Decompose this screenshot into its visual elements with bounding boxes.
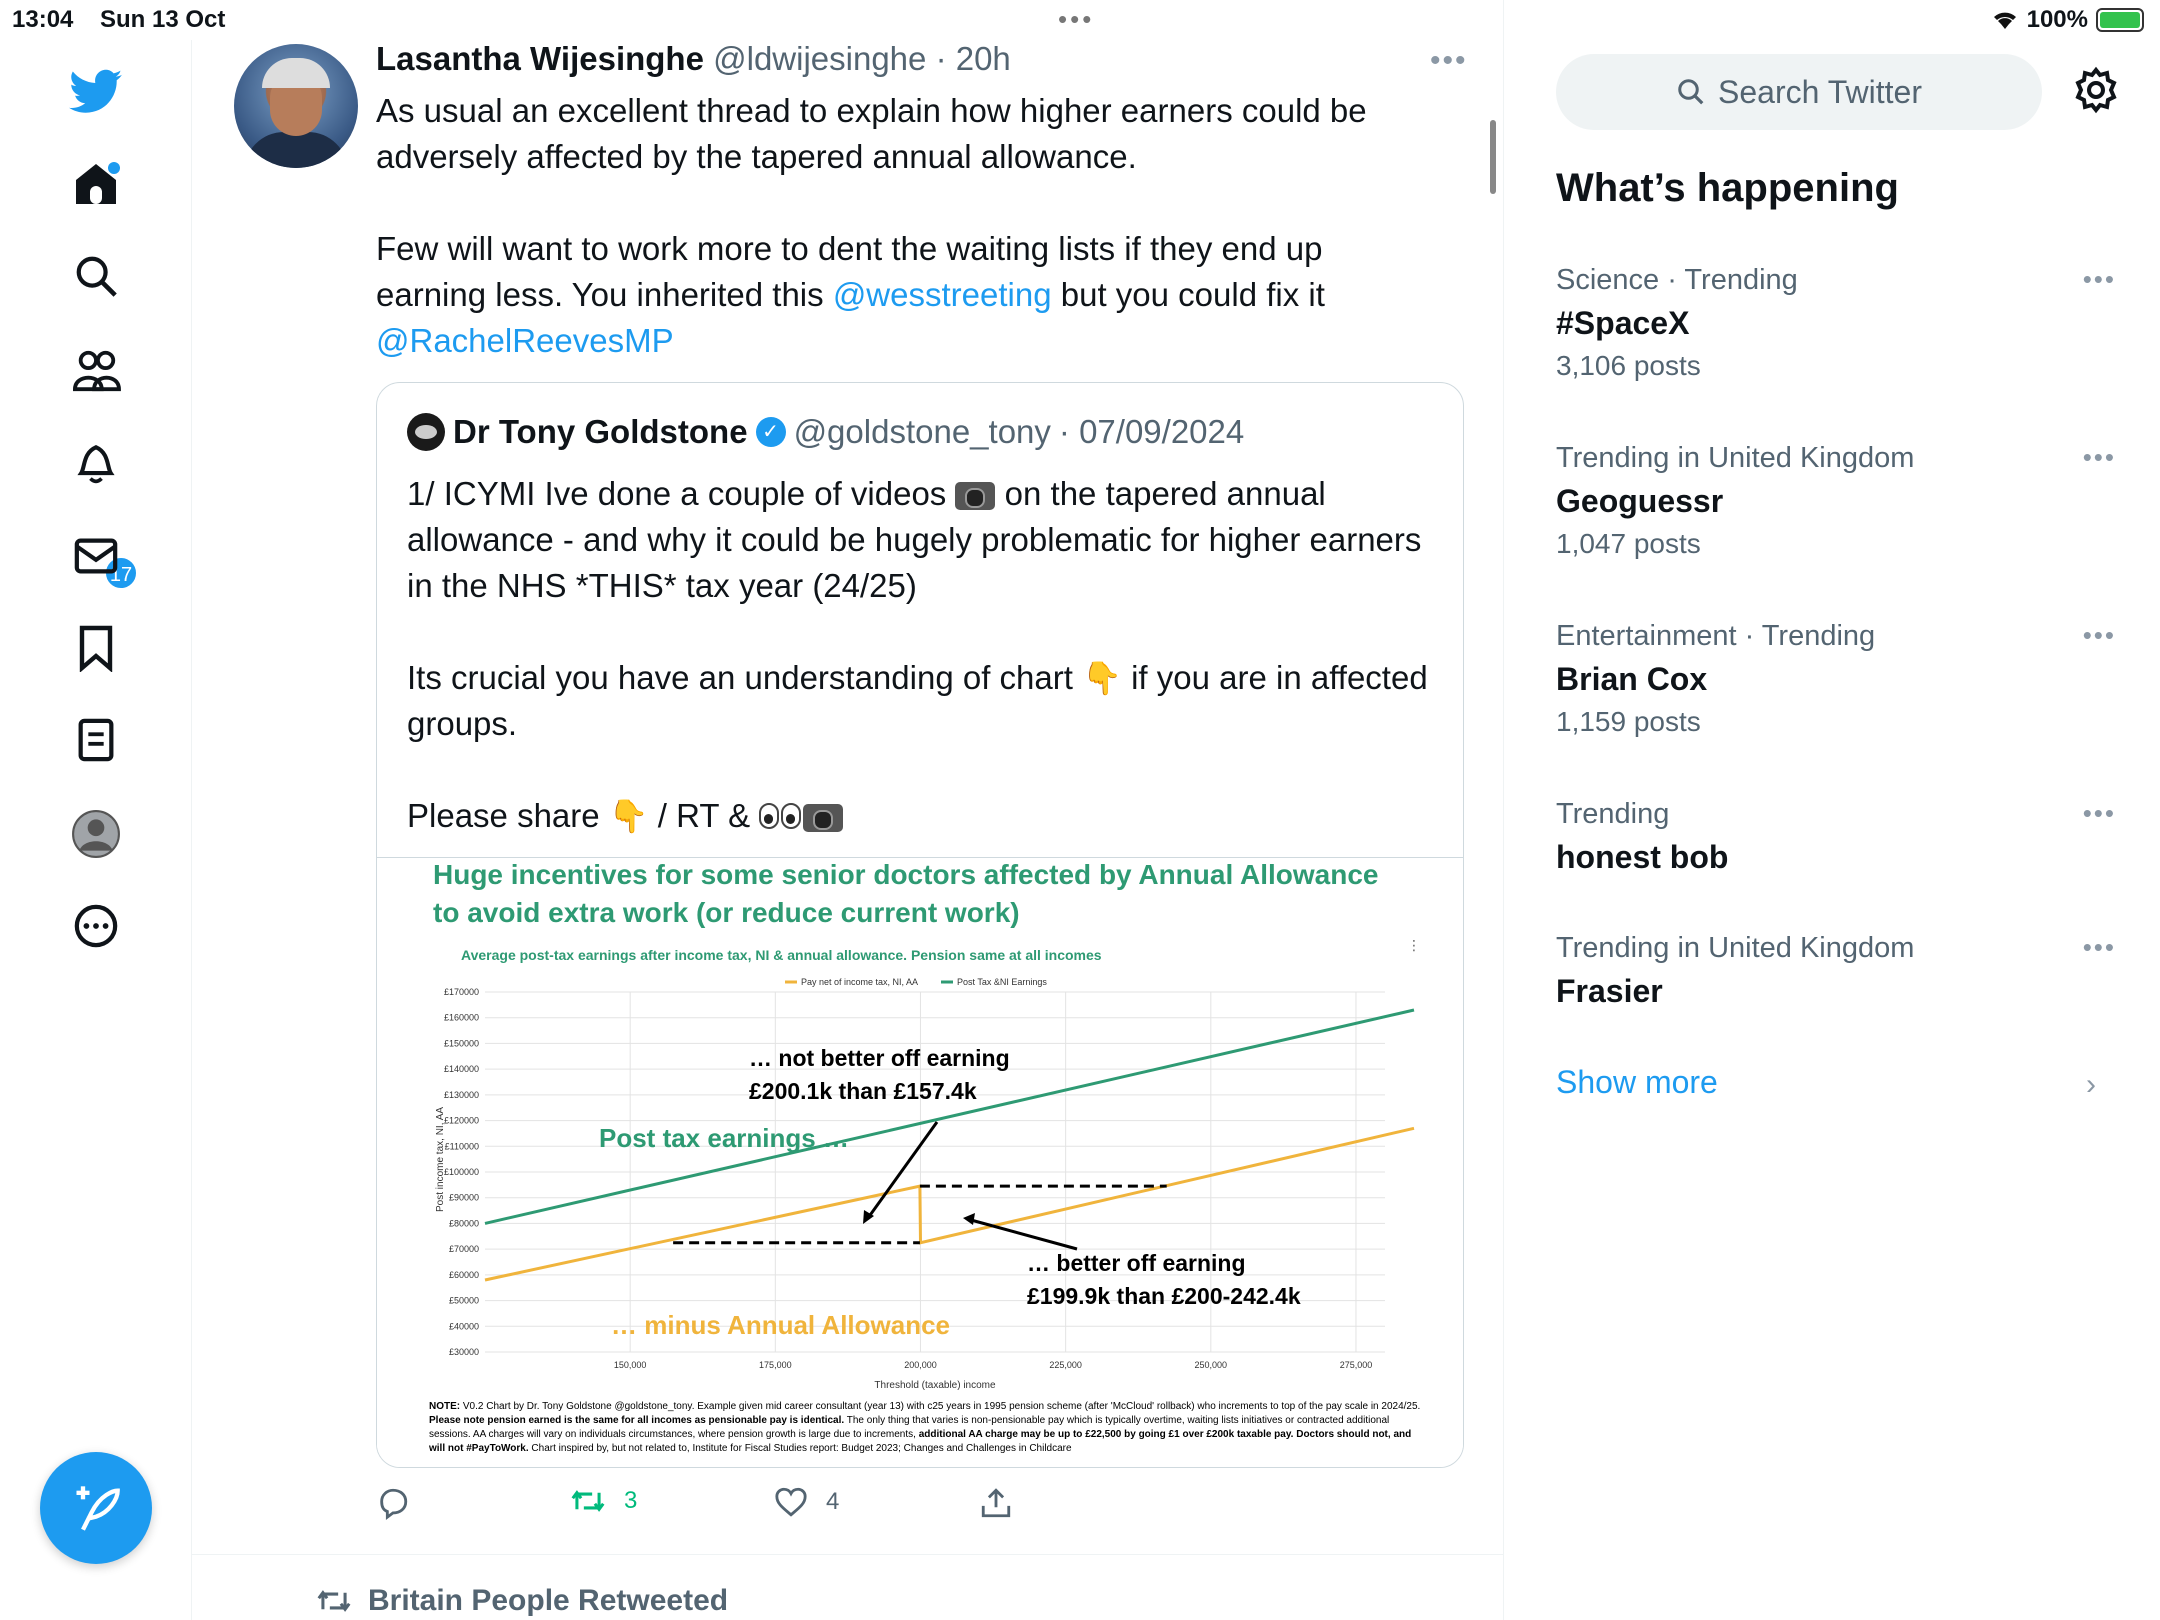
chart-title-line-2: to avoid extra work (or reduce current work) [433, 897, 1020, 928]
y-axis-label: Post income tax, NI, AA [435, 1106, 446, 1212]
main-timeline [192, 0, 1504, 1620]
multitask-dots-icon[interactable]: ••• [1058, 4, 1095, 34]
chevron-right-icon: › [2086, 1068, 2096, 1101]
scrollbar[interactable] [1490, 120, 1496, 194]
share-icon [980, 1486, 1012, 1520]
video-camera-emoji-icon [803, 804, 843, 832]
bookmarks-icon[interactable] [66, 618, 126, 678]
y-tick-label: £170000 [443, 987, 479, 997]
heart-icon [774, 1486, 808, 1518]
y-tick-label: £80000 [448, 1218, 479, 1229]
annotation-arrow-top [868, 1122, 937, 1218]
x-axis-ticks [614, 1360, 1372, 1370]
lists-icon[interactable] [66, 710, 126, 770]
trend-topic: #SpaceX [1556, 305, 1690, 341]
annotation-post-tax: Post tax earnings … [599, 1123, 849, 1153]
quote-header [407, 413, 1244, 451]
author-name[interactable]: Lasantha Wijesinghe [376, 40, 704, 77]
video-camera-emoji-icon [955, 482, 995, 510]
retweet-button[interactable] [570, 1486, 637, 1516]
y-tick-label: £110000 [444, 1141, 479, 1152]
like-count: 4 [826, 1488, 840, 1515]
like-button[interactable] [774, 1486, 839, 1518]
show-more-link[interactable]: Show more [1556, 1064, 1718, 1100]
reply-button[interactable] [376, 1486, 410, 1520]
communities-icon[interactable] [66, 340, 126, 400]
legend-label: Post Tax &NI Earnings [957, 977, 1047, 987]
share-button[interactable] [980, 1486, 1012, 1520]
trend-category: Science · Trending [1556, 264, 1798, 296]
mention-rachelreeves[interactable]: @RachelReevesMP [376, 322, 674, 359]
y-tick-label: £50000 [448, 1295, 479, 1306]
trend-more-icon[interactable]: ••• [2082, 620, 2116, 650]
mention-wesstreeting[interactable]: @wesstreeting [832, 276, 1052, 313]
trend-item[interactable] [1556, 442, 2116, 560]
pointing-down-emoji-icon: 👇 [1082, 660, 1122, 696]
status-date: Sun 13 Oct [100, 6, 226, 33]
trend-more-icon[interactable]: ••• [2082, 932, 2116, 962]
trend-more-icon[interactable]: ••• [2082, 798, 2116, 828]
status-time: 13:04 [12, 6, 74, 33]
author-avatar[interactable] [234, 44, 358, 168]
x-tick-label: 225,000 [1049, 1360, 1082, 1370]
legend-label: Pay net of income tax, NI, AA [801, 977, 919, 987]
quote-author-avatar [407, 413, 445, 451]
search-icon [1676, 77, 1706, 107]
twitter-logo-icon[interactable] [66, 62, 126, 122]
trend-topic: Brian Cox [1556, 661, 1708, 697]
annotation-top-1: … not better off earning [749, 1045, 1010, 1071]
trend-topic: Frasier [1556, 973, 1663, 1009]
trend-posts: 1,047 posts [1556, 528, 1701, 559]
tweet-paragraph-2: Few will want to work more to dent the waiting lists if they end up earning less. You inherited this @wesstreeting but you could fix it @RachelReevesMP [376, 230, 1325, 359]
search-nav-icon[interactable] [66, 246, 126, 306]
trend-topic: honest bob [1556, 839, 1729, 875]
retweeted-by [316, 1584, 728, 1618]
y-tick-label: £30000 [448, 1347, 479, 1357]
x-tick-label: 175,000 [759, 1360, 792, 1370]
search-placeholder: Search Twitter [1718, 73, 1922, 110]
x-tick-label: 150,000 [613, 1360, 647, 1370]
x-axis-label: Threshold (taxable) income [874, 1380, 996, 1391]
notifications-badge: 17 [104, 556, 138, 590]
annotation-bottom-1: … better off earning [1027, 1250, 1246, 1276]
trend-category: Trending [1556, 798, 1670, 830]
trend-more-icon[interactable]: ••• [2082, 442, 2116, 472]
y-tick-label: £100000 [443, 1167, 479, 1177]
y-tick-label: £70000 [448, 1244, 479, 1255]
trend-more-icon[interactable]: ••• [2082, 264, 2116, 294]
quote-paragraph-1: 1/ ICYMI Ive done a couple of videos on the tapered annual allowance - and why it could be hugely problematic for higher earners in the NHS *THIS* tax year (24/25) [407, 475, 1422, 604]
chart-svg [377, 858, 1464, 1468]
annotation-bottom-2: £199.9k than £200-242.4k [1027, 1283, 1301, 1309]
x-tick-label: 200,000 [904, 1360, 937, 1370]
quote-author-name: Dr Tony Goldstone [453, 413, 748, 450]
home-icon[interactable] [66, 154, 126, 214]
trend-item[interactable] [1556, 620, 2116, 738]
tweet-divider [192, 1554, 1504, 1555]
chart-title-line-1: Huge incentives for some senior doctors affected by Annual Allowance [433, 859, 1379, 890]
profile-avatar-icon[interactable] [66, 804, 126, 864]
tweet-actions [376, 1486, 1376, 1526]
more-options-icon[interactable] [66, 896, 126, 956]
x-tick-label: 250,000 [1194, 1360, 1228, 1370]
trend-category: Trending in United Kingdom [1556, 932, 1915, 964]
chart-subtitle: Average post-tax earnings after income tax, NI & annual allowance. Pension same at all incomes [461, 947, 1102, 963]
author-handle[interactable]: @ldwijesinghe [713, 40, 927, 77]
quote-paragraph-3: Please share 👇 / RT & [407, 793, 1437, 841]
chart-legend [785, 977, 1047, 987]
compose-tweet-button[interactable] [40, 1452, 152, 1564]
notifications-bell-icon[interactable] [66, 432, 126, 492]
battery-percent: 100% [2026, 6, 2088, 33]
reply-icon [376, 1486, 410, 1520]
y-tick-label: £140000 [443, 1064, 479, 1075]
left-nav [0, 40, 192, 1620]
tweet-paragraph-1: As usual an excellent thread to explain how higher earners could be adversely affected by the tapered annual allowance. [376, 92, 1367, 175]
x-tick-label: 275,000 [1339, 1360, 1373, 1370]
chart-menu-icon: ⋮ [1407, 937, 1421, 953]
chart-image[interactable] [377, 857, 1464, 1468]
trend-posts: 3,106 posts [1556, 350, 1701, 381]
retweet-small-icon [316, 1587, 352, 1615]
verified-badge-icon: ✓ [756, 417, 786, 447]
retweeted-by-text[interactable]: Britain People Retweeted [368, 1584, 729, 1617]
y-tick-label: £130000 [443, 1089, 479, 1100]
y-tick-label: £60000 [448, 1269, 479, 1280]
tweet-text [376, 88, 1406, 410]
quoted-tweet[interactable] [376, 382, 1464, 1468]
quote-paragraph-2: Its crucial you have an understanding of chart 👇 if you are in affected groups. [407, 655, 1437, 747]
trend-category: Entertainment · Trending [1556, 620, 1876, 652]
trend-category: Trending in United Kingdom [1556, 442, 1915, 474]
quote-text [407, 471, 1437, 887]
series-line-post-tax [485, 1010, 1414, 1223]
annotation-arrow-bottom [971, 1220, 1077, 1249]
search-input[interactable] [1556, 54, 2042, 130]
trend-item[interactable] [1556, 932, 2116, 1010]
chart-note: NOTE: V0.2 Chart by Dr. Tony Goldstone @goldstone_tony. Example given mid career consultant (year 13) with c25 years in 1995 pension scheme (after 'McCloud' rollback) who increments to top of the pay scale in 2024/25. Please note pension earned is the same for all incomes as pensionable pay is identical. The only thing that varies is non-pensionable pay which is typically overtime, waiting lists initiatives or contracted additional sessions. AA charges will vary on individuals circumstances, where pension growth is large due to increments, additional AA charge may be up to £22,500 by going £1 over £200k taxable pay. Doctors should not, and will not #PayToWork. Chart inspired by, but not related to, Institute for Fiscal Studies report: Budget 2023; Changes and Challenges in Childcare [429, 1401, 1421, 1454]
messages-icon[interactable] [66, 526, 126, 586]
y-tick-label: £90000 [448, 1192, 479, 1203]
trend-item[interactable] [1556, 264, 2116, 382]
trend-topic: Geoguessr [1556, 483, 1724, 519]
right-sidebar [1504, 0, 2160, 1620]
y-tick-label: £120000 [443, 1115, 479, 1126]
y-tick-label: £150000 [443, 1038, 479, 1049]
quote-author-handle: @goldstone_tony [793, 413, 1051, 450]
tweet-time[interactable]: · 20h [935, 40, 1011, 77]
retweet-count: 3 [624, 1487, 638, 1514]
whats-happening-heading: What’s happening [1556, 166, 1899, 210]
eyes-emoji-icon [759, 795, 803, 841]
annotation-top-2: £200.1k than £157.4k [749, 1078, 977, 1104]
settings-gear-icon[interactable] [2072, 66, 2120, 114]
retweet-icon [570, 1486, 606, 1516]
y-tick-label: £160000 [443, 1012, 479, 1023]
annotation-minus-aa: … minus Annual Allowance [611, 1310, 951, 1340]
quote-date: · 07/09/2024 [1058, 413, 1245, 450]
tweet-header [376, 40, 1011, 78]
compose-feather-icon [70, 1482, 122, 1534]
trend-posts: 1,159 posts [1556, 706, 1701, 737]
trend-item[interactable] [1556, 798, 2116, 876]
tweet-more-icon[interactable]: ••• [1430, 44, 1468, 77]
pointing-down-emoji-icon: 👇 [608, 798, 649, 834]
y-tick-label: £40000 [448, 1321, 479, 1332]
y-axis-ticks [444, 987, 479, 1357]
